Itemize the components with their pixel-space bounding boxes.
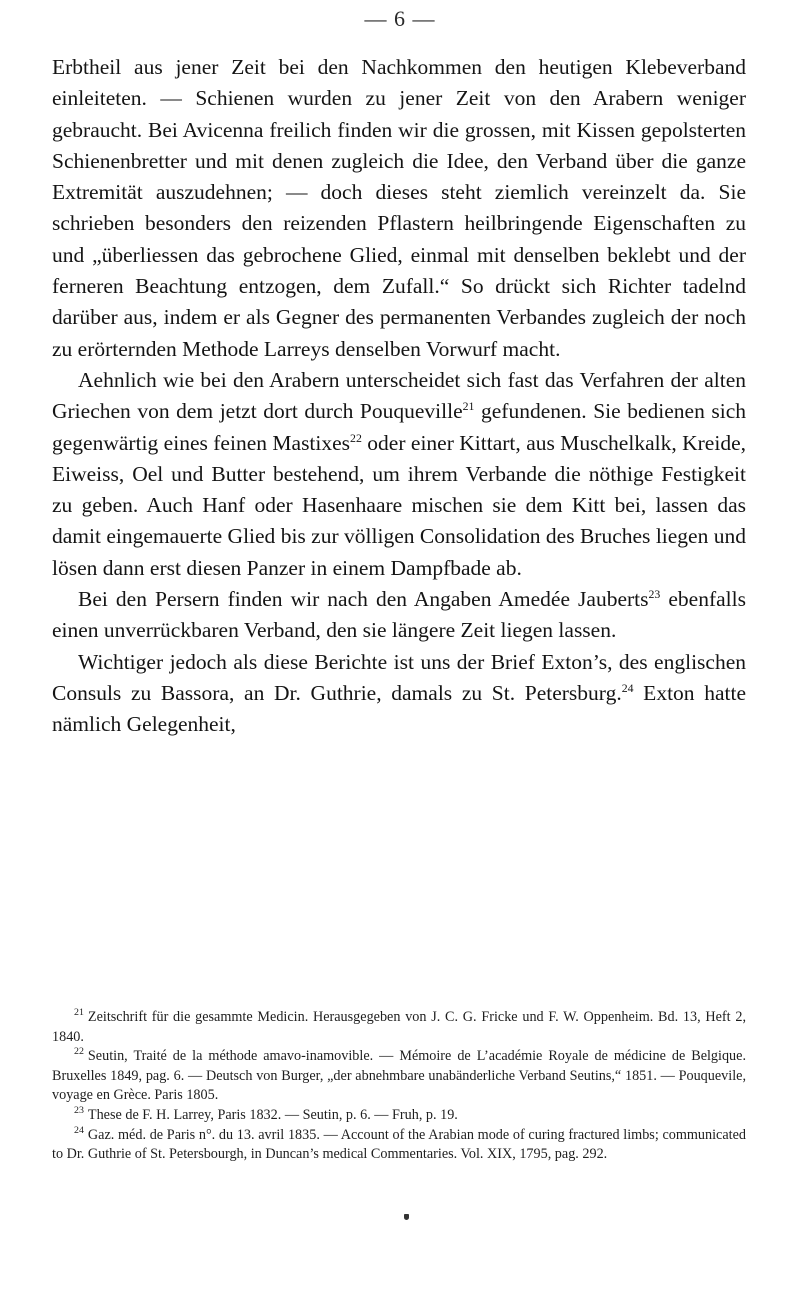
paragraph-1 [52, 52, 746, 365]
paragraph-2 [52, 365, 746, 584]
footnote-24 [52, 1126, 746, 1165]
footnote-ref-22: 22 [350, 430, 362, 445]
footnote-text: Seutin, Traité de la méthode amavo-inamovible. — Mémoire de L’académie Royale de médicine de Belgique. Bruxelles 1849, pag. 6. — Deutsch von Burger, „der abnehmbare unabänderliche Verband Seutins,“ 1851. — Pouquevile, voyage en Grèce. Paris 1805. [52, 1048, 746, 1104]
footnote-text: These de F. H. Larrey, Paris 1832. — Seutin, p. 6. — Fruh, p. 19. [87, 1106, 458, 1123]
paragraph-4 [52, 647, 746, 741]
paragraph-3-text-b: ebenfalls einen unverrückbaren Verband, den sie längere Zeit liegen lassen. [52, 587, 746, 643]
footnote-text: Gaz. méd. de Paris n°. du 13. avril 1835. — Account of the Arabian mode of curing fractured limbs; communicated to Dr. Guthrie of St. Petersbourgh, in Duncan’s medical Commentaries. Vol. XIX, 1795, pag. 292. [52, 1126, 746, 1163]
footnotes [52, 1008, 746, 1165]
footnote-mark: 21 [74, 1007, 84, 1019]
footnote-mark: 23 [74, 1105, 84, 1117]
footnote-mark: 24 [74, 1124, 84, 1136]
paragraph-4-text-b: Exton hatte nämlich Gelegenheit, [52, 680, 746, 737]
footnote-ref-24: 24 [621, 680, 634, 695]
ink-speck [404, 1214, 409, 1220]
paragraph-2-text-c: oder einer Kittart, aus Muschelkalk, Kreide, Eiweiss, Oel und Butter bestehend, um ihrem Verbande die nöthige Festigkeit zu geben. Auch Hanf oder Hasenhaare mischen sie dem Kitt bei, lassen das damit eingemauerte Glied bis zur völligen Consolidation des Bruches liegen und lösen dann erst diesen Panzer in einem Dampfbade ab. [52, 430, 746, 580]
paragraph-2-text-b: gefundenen. Sie bedienen sich gegenwärtig eines feinen Mastixes [52, 399, 747, 455]
paragraph-3-text-a: Bei den Persern finden wir nach den Angaben Amedée Jauberts [78, 587, 649, 612]
footnote-23 [52, 1106, 746, 1126]
footnote-ref-23: 23 [648, 586, 661, 601]
footnote-ref-21: 21 [462, 399, 475, 414]
page-number: — 6 — [364, 6, 436, 31]
footnote-21 [52, 1008, 746, 1047]
footnote-mark: 22 [74, 1046, 84, 1058]
paragraph-4-text-a: Wichtiger jedoch als diese Berichte ist uns der Brief Exton’s, des englischen Consuls zu Bassora, an Dr. Guthrie, damals zu St. Petersburg. [52, 649, 746, 705]
paragraph-2-text-a: Aehnlich wie bei den Arabern unterscheidet sich fast das Verfahren der alten Griechen von dem jetzt dort durch Pouqueville [52, 367, 746, 424]
main-text [52, 52, 746, 741]
footnote-text: Zeitschrift für die gesammte Medicin. Herausgegeben von J. C. G. Fricke und F. W. Oppenheim. Bd. 13, Heft 2, 1840. [52, 1009, 746, 1045]
paragraph-1-text: Erbtheil aus jener Zeit bei den Nachkommen den heutigen Klebeverband einleiteten. — Schienen wurden zu jener Zeit von den Arabern weniger gebraucht. Bei Avicenna freilich finden wir die grossen, mit Kissen gepolsterten Schienenbretter und mit denen zugleich die Idee, den Verband über die ganze Extremität auszudehnen; — doch dieses steht ziemlich vereinzelt da. Sie schrieben besonders den reizenden Pflastern heilbringende Eigenschaften zu und „überliessen das gebrochene Glied, einmal mit denselben beklebt und der ferneren Beachtung entzogen, dem Zufall.“ So drückt sich Richter tadelnd darüber aus, indem er als Gegner des permanenten Verbandes zugleich der noch zu erörternden Methode Larreys denselben Vorwurf macht. [52, 55, 746, 361]
footnote-22 [52, 1047, 746, 1106]
paragraph-3 [52, 584, 746, 647]
